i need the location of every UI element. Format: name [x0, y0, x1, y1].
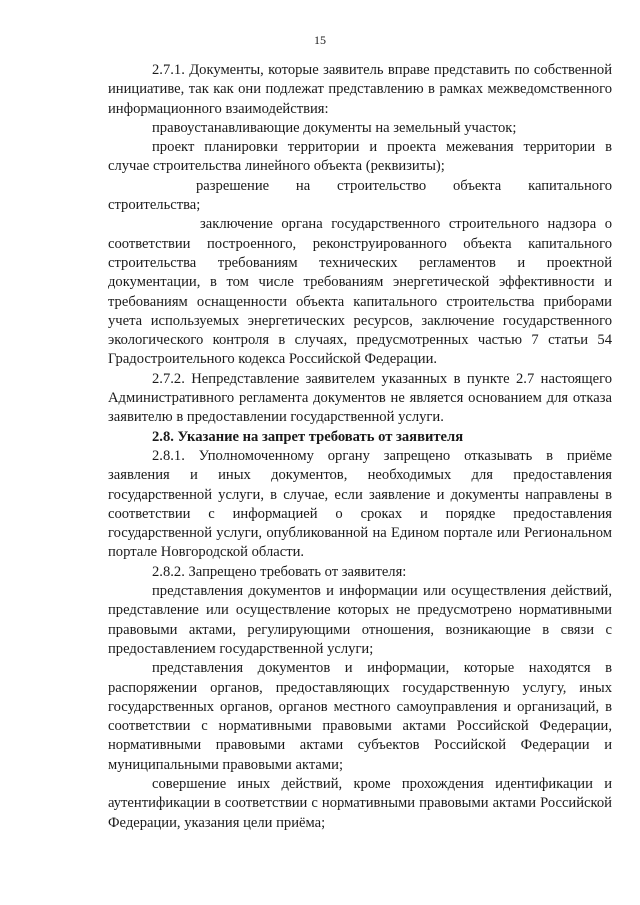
- paragraph-2-8-1: 2.8.1. Уполномоченному органу запрещено отказывать в приёме заявления и иных документов, необходимых для предоставления государственной услуги, в случае, если заявление и документы направлены в соответствии с информацией о сроках и порядке предоставления государственной услуги, опубликованной на Едином портале или Региональном портале Новгородской области.: [108, 447, 612, 561]
- paragraph-2-7-1: 2.7.1. Документы, которые заявитель вправе представить по собственной инициативе, так как они подлежат представлению в рамках межведомственного информационного взаимодействия:: [108, 62, 612, 117]
- page-number: 15: [314, 33, 326, 47]
- paragraph-2-7-2: 2.7.2. Непредставление заявителем указанных в пункте 2.7 настоящего Административного регламента документов не является основанием для отказа заявителю в предоставлении государственной услуги.: [108, 370, 612, 426]
- list-item-other-actions: совершение иных действий, кроме прохождения идентификации и аутентификации в соответствии с нормативными правовыми актами Российской Федерации, указания цели приёма;: [108, 775, 612, 831]
- list-item-supervision-conclusion: заключение органа государственного строительного надзора о соответствии построенного, реконструированного объекта капитального строительства требованиям технических регламентов и проектной документации, в том числе требованиям энергетической эффективности и требованиям оснащенности объекта капитального строительства приборами учета используемых энергетических ресурсов, заключение государственного экологического контроля в случаях, предусмотренных частью 7 статьи 54 Градостроительного кодекса Российской Федерации.: [108, 216, 612, 368]
- list-item-building-permit: разрешение на строительство объекта капитального: [196, 177, 612, 194]
- list-item-documents-held-by-agencies: представления документов и информации, которые находятся в распоряжении органов, предоставляющих государственную услугу, иных государственных органов, органов местного самоуправления и организаций, в соответствии с нормативными правовыми актами Российской Федерации, нормативными правовыми актами субъектов Российской Федерации и муниципальными правовыми актами;: [108, 660, 612, 773]
- paragraph-2-8-2: 2.8.2. Запрещено требовать от заявителя:: [152, 563, 407, 580]
- document-body: [108, 61, 612, 833]
- list-item-territory-project: проект планировки территории и проекта межевания территории в случае строительства линейного объекта (реквизиты);: [108, 139, 612, 175]
- list-item-unregulated-documents: представления документов и информации или осуществления действий, представление или осуществление которых не предусмотрено нормативными правовыми актами, регулирующими отношения, возникающие в связи с предоставлением государственной услуги;: [108, 583, 612, 657]
- section-heading-2-8: 2.8. Указание на запрет требовать от заявителя: [152, 428, 464, 445]
- list-item-building-permit-continued: строительства;: [108, 197, 201, 214]
- list-item-land-documents: правоустанавливающие документы на земельный участок;: [152, 119, 517, 136]
